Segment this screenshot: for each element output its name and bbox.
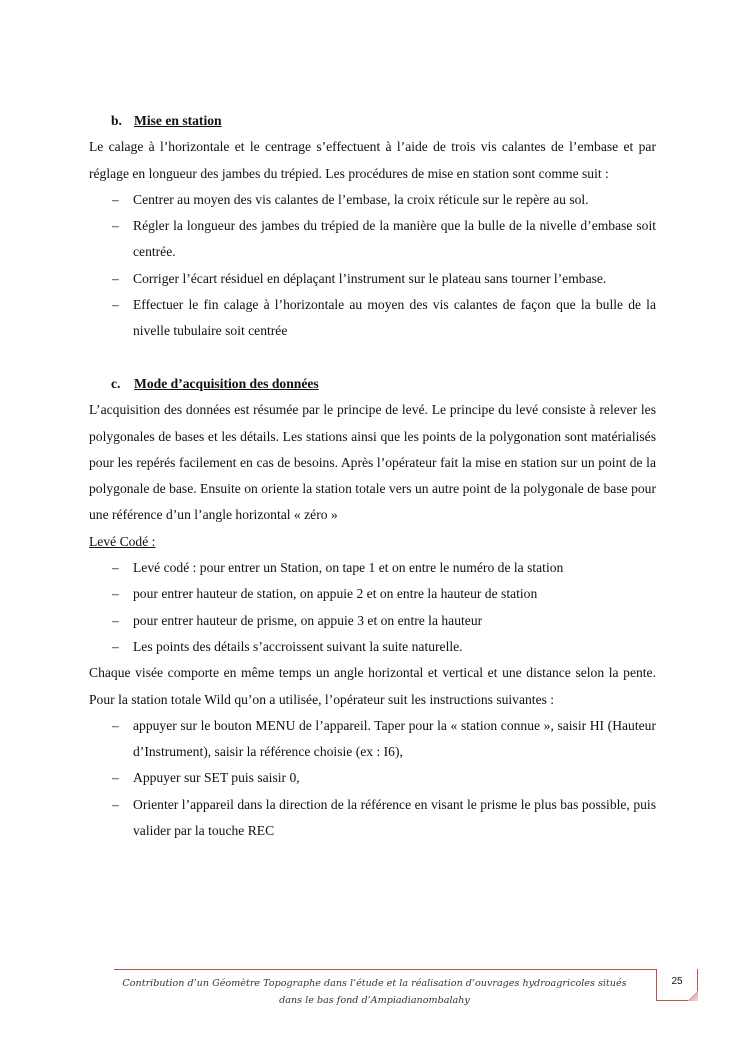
instructions-list [89,713,656,844]
leve-code-label-line [89,529,656,555]
list-item [89,713,656,766]
dash-bullet: – [112,586,119,602]
dash-bullet: – [112,638,119,654]
dash-bullet: – [112,770,119,786]
dash-bullet: – [112,560,119,576]
section-c-heading [89,371,656,397]
dash-bullet: – [112,612,119,628]
page-body [89,108,656,844]
section-b-paragraph: Le calage à l’horizontale et le centrage s’effectuent à l’aide de trois vis calantes de l’embase et par réglage en longueur des jambes du trépied. Les procédures de mise en station sont comme suit : [89,139,656,181]
list-item [89,608,656,634]
list-item-text: Appuyer sur SET puis saisir 0, [133,770,300,786]
footer-rule [114,969,698,970]
page-number-box [656,969,698,1001]
dash-bullet: – [112,218,119,234]
list-item-text: Régler la longueur des jambes du trépied de la manière que la bulle de la nivelle d’embase soit centrée. [133,218,656,260]
list-item [89,187,656,213]
list-item [89,634,656,660]
section-b-list [89,187,656,345]
list-item-text: Les points des détails s’accroissent suivant la suite naturelle. [133,638,463,654]
list-item [89,292,656,345]
list-item-text: Effectuer le fin calage à l’horizontale au moyen des vis calantes de façon que la bulle de la nivelle tubulaire soit centrée [133,297,656,339]
section-c-letter: c. [111,375,121,391]
section-b-heading [89,108,656,134]
list-item [89,213,656,266]
section-b-title: Mise en station [134,113,222,128]
page-curl-icon [688,991,698,1001]
list-item-text: appuyer sur le bouton MENU de l’appareil. Taper pour la « station connue », saisir HI (Hauteur d’Instrument), saisir la référence choisie (ex : I6), [133,717,656,760]
dash-bullet: – [112,796,119,812]
list-item-text: Corriger l’écart résiduel en déplaçant l’instrument sur le plateau sans tourner l’embase. [133,270,607,286]
list-item [89,581,656,607]
spacer [89,345,656,371]
section-c-title: Mode d’acquisition des données [134,375,319,391]
dash-bullet: – [112,270,119,286]
dash-bullet: – [112,191,119,207]
list-item [89,792,656,845]
leve-code-label: Levé Codé : [89,533,156,549]
list-item-text: pour entrer hauteur de station, on appuie 2 et on entre la hauteur de station [133,586,538,602]
page-number: 25 [671,976,683,987]
dash-bullet: – [112,297,119,313]
list-item [89,765,656,791]
footer-text: Contribution d’un Géomètre Topographe dans l’étude et la réalisation d’ouvrages hydroagricoles situés dans le bas fond d’Ampiadianombalahy [122,978,627,1006]
list-item-text: pour entrer hauteur de prisme, on appuie 3 et on entre la hauteur [133,612,483,628]
list-item [89,266,656,292]
list-item-text: Centrer au moyen des vis calantes de l’embase, la croix réticule sur le repère au sol. [133,191,589,207]
dash-bullet: – [112,717,119,733]
section-b-letter: b. [111,113,122,128]
list-item-text: Levé codé : pour entrer un Station, on tape 1 et on entre le numéro de la station [133,560,564,576]
list-item [89,555,656,581]
section-c-paragraph: L’acquisition des données est résumée par le principe de levé. Le principe du levé consiste à relever les polygonales de bases et les détails. Les stations ainsi que les points de la polygonation sont matérialisés pour les repérés facilement en cas de besoins. Après l’opérateur fait la mise en station sur un point de la polygonale de base. Ensuite on oriente la station totale vers un autre point de la polygonale de base pour une référence d’un l’angle horizontal « zéro » [89,402,656,523]
leve-code-list [89,555,656,660]
section-c-paragraph-2: Chaque visée comporte en même temps un angle horizontal et vertical et une distance selon la pente. Pour la station totale Wild qu’on a utilisée, l’opérateur suit les instructions suivantes : [89,665,656,707]
list-item-text: Orienter l’appareil dans la direction de la référence en visant le prisme le plus bas possible, puis valider par la touche REC [133,796,656,839]
